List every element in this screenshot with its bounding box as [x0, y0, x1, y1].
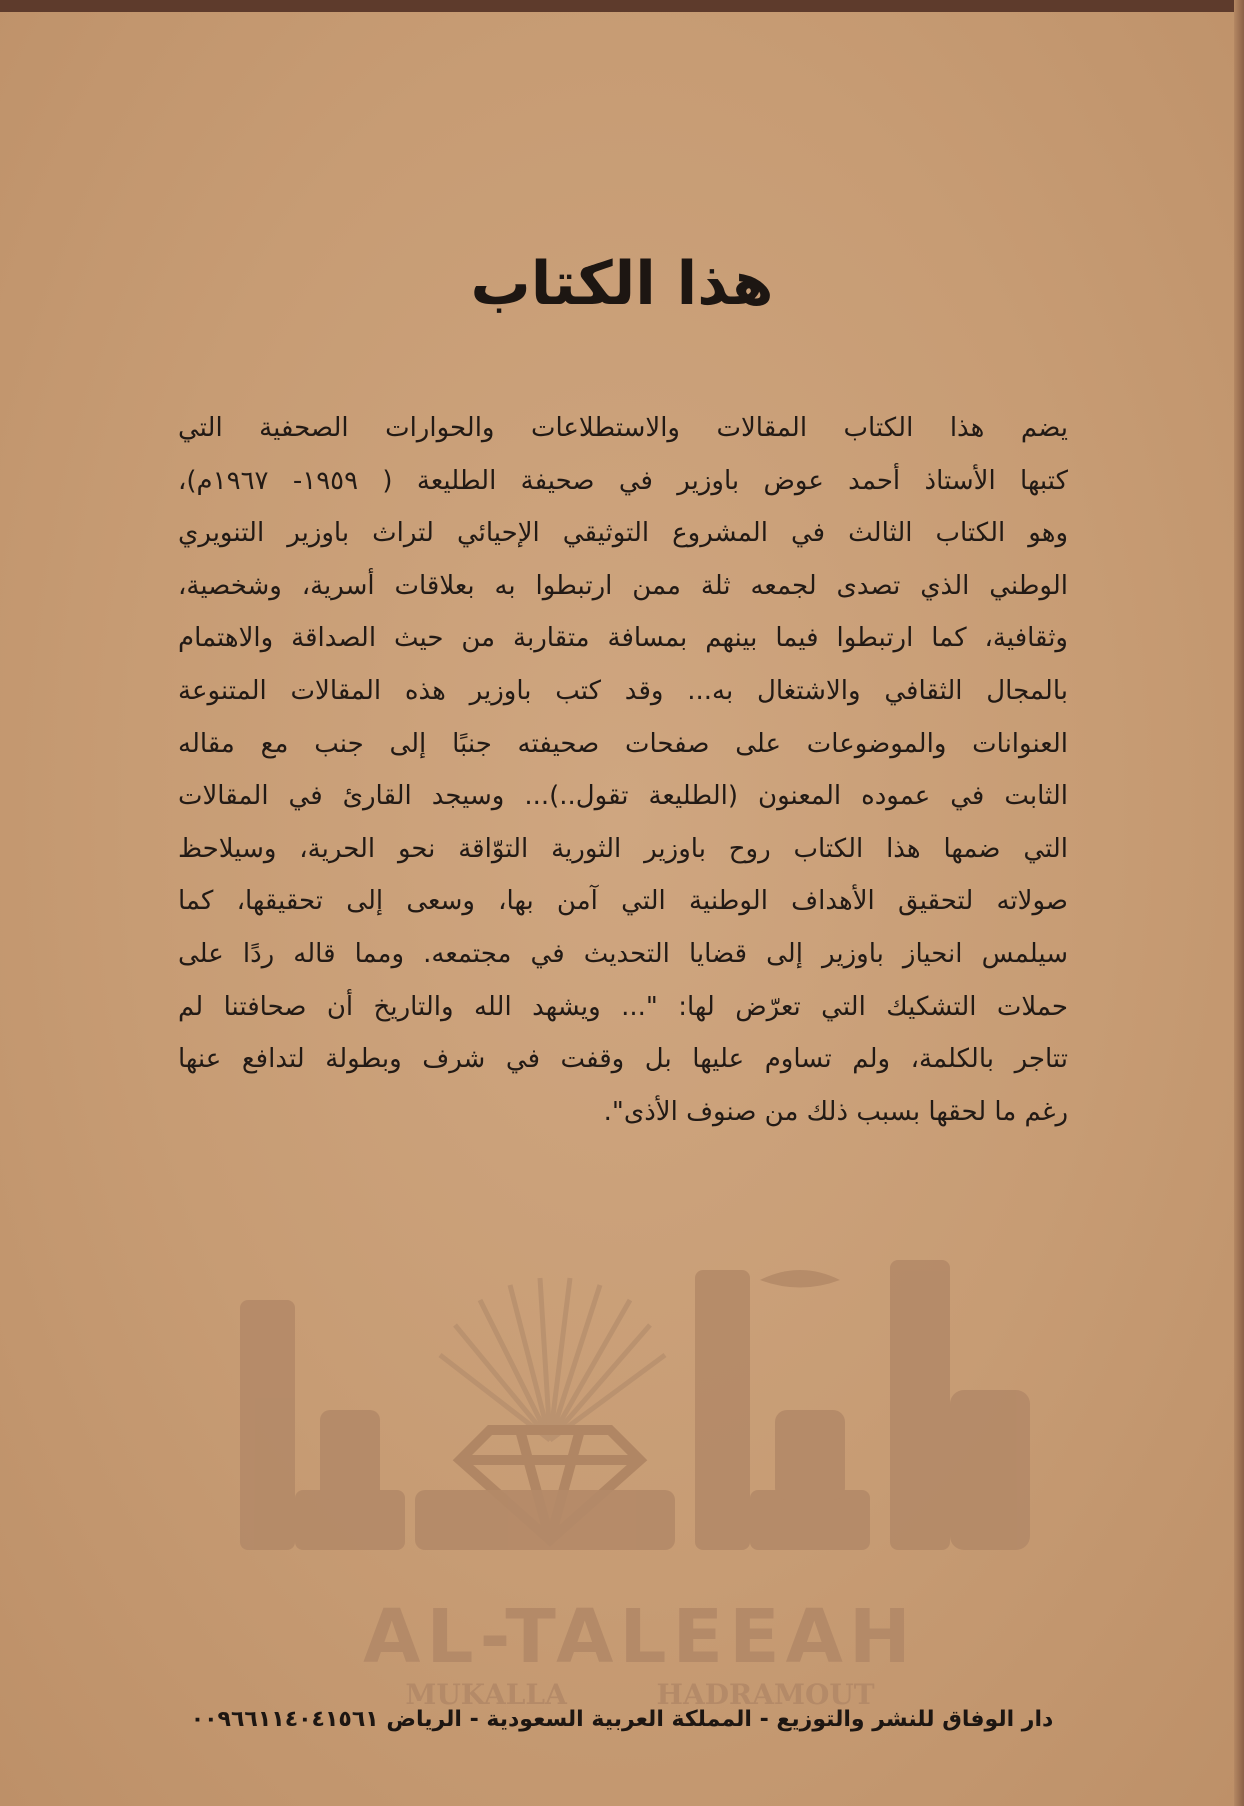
logo-subtitle-left: MUKALLA — [405, 1678, 567, 1711]
publisher-footer: دار الوفاق للنشر والتوزيع - المملكة العربية السعودية - الرياض ٠٠٩٦٦١١٤٠٤١٥٦١ — [190, 1707, 1054, 1732]
paragraph-line: كتبها الأستاذ أحمد عوض باوزير في صحيفة الطليعة ( ١٩٥٩- ١٩٦٧م)، — [178, 465, 1068, 496]
paragraph-line: العنوانات والموضوعات على صفحات صحيفته جنبًا إلى جنب مع مقاله — [178, 728, 1068, 759]
paragraph-line: بالمجال الثقافي والاشتغال به... وقد كتب باوزير هذه المقالات المتنوعة — [178, 675, 1068, 706]
paragraph-line: تتاجر بالكلمة، ولم تساوم عليها بل وقفت في شرف وبطولة لتدافع عنها — [178, 1044, 1068, 1075]
paragraph-line: الوطني الذي تصدى لجمعه ثلة ممن ارتبطوا به بعلاقات أسرية، وشخصية، — [178, 570, 1068, 601]
description-paragraph — [178, 402, 1068, 1138]
paragraph-line: وثقافية، كما ارتبطوا فيما بينهم بمسافة متقاربة من حيث الصداقة والاهتمام — [178, 623, 1068, 654]
paragraph-line: صولاته لتحقيق الأهداف الوطنية التي آمن بها، وسعى إلى تحقيقها، كما — [178, 886, 1068, 917]
paragraph-line: يضم هذا الكتاب المقالات والاستطلاعات والحوارات الصحفية التي — [178, 413, 1068, 443]
logo-subtitle-right: HADRAMOUT — [656, 1678, 875, 1711]
paragraph-line: وهو الكتاب الثالث في المشروع التوثيقي الإحيائي لتراث باوزير التنويري — [178, 518, 1068, 549]
al-taleeah-logo — [200, 1240, 1080, 1710]
paragraph-line: التي ضمها هذا الكتاب روح باوزير الثورية التوّاقة نحو الحرية، وسيلاحظ — [178, 833, 1068, 864]
rising-sun-logo-icon — [200, 1240, 1080, 1600]
paragraph-line: حملات التشكيك التي تعرّض لها: "... ويشهد الله والتاريخ أن صحافتنا لم — [178, 991, 1068, 1022]
top-border-band — [0, 0, 1244, 12]
paragraph-line: الثابت في عموده المعنون (الطليعة تقول..)... وسيجد القارئ في المقالات — [178, 781, 1068, 812]
cover-title: هذا الكتاب — [470, 249, 774, 319]
paragraph-line: سيلمس انحياز باوزير إلى قضايا التحديث في مجتمعه. ومما قاله ردًا على — [178, 938, 1068, 969]
logo-latin-text: AL-TALEEAH — [363, 1594, 917, 1680]
paragraph-line: رغم ما لحقها بسبب ذلك من صنوف الأذى". — [603, 1096, 1068, 1127]
